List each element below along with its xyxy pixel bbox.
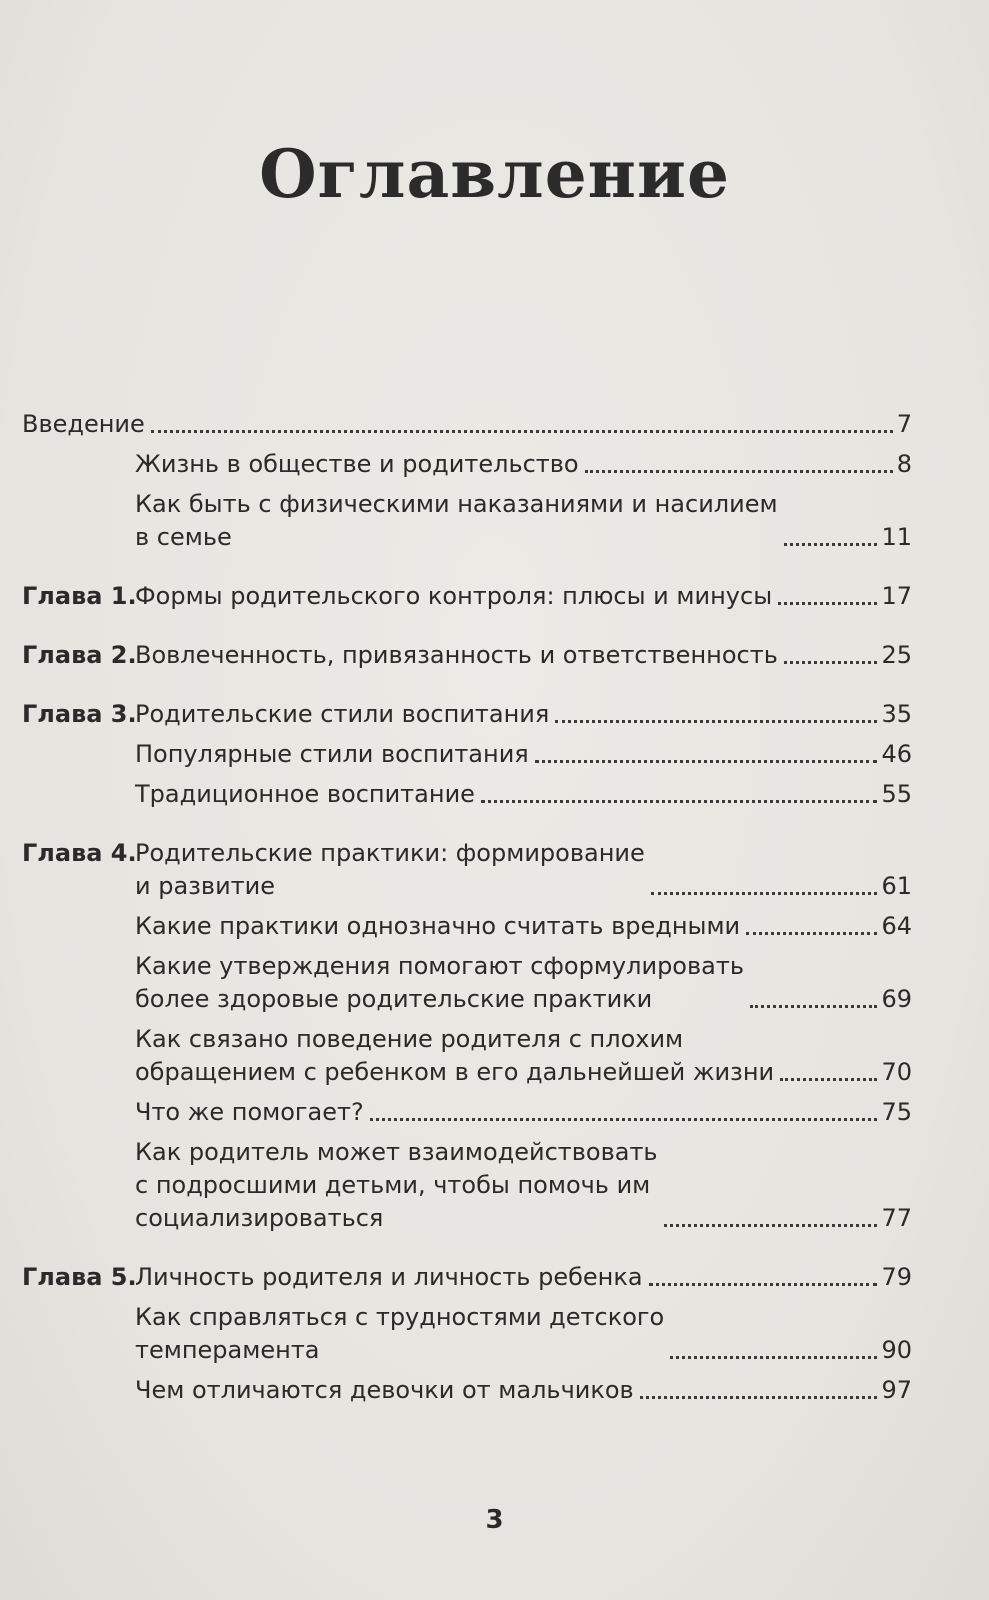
entry-title-line: социализироваться bbox=[135, 1204, 384, 1232]
entry-title-line: темперамента bbox=[135, 1336, 320, 1364]
toc-entry[interactable] bbox=[22, 1023, 912, 1089]
entry-page-number: 55 bbox=[881, 780, 912, 808]
entry-title: Формы родительского контроля: плюсы и минусы bbox=[135, 582, 773, 610]
entry-title-line: более здоровые родительские практики bbox=[135, 985, 653, 1013]
entry-page-number: 7 bbox=[896, 410, 912, 438]
entry-title bbox=[135, 837, 645, 903]
toc-entry[interactable] bbox=[22, 738, 912, 771]
dot-leader bbox=[649, 1283, 878, 1286]
toc-entry[interactable] bbox=[22, 448, 912, 481]
entry-page-number: 46 bbox=[881, 740, 912, 768]
chapter-label: Глава 5. bbox=[22, 1263, 137, 1291]
toc-chapter-entry[interactable] bbox=[22, 837, 912, 903]
entry-title-wrap bbox=[135, 1096, 912, 1129]
entry-title-wrap bbox=[135, 639, 912, 672]
entry-page-number: 77 bbox=[881, 1204, 912, 1232]
entry-title bbox=[135, 1136, 658, 1235]
entry-title-wrap bbox=[135, 698, 912, 731]
dot-leader bbox=[481, 800, 878, 803]
entry-title-line: Родительские практики: формирование bbox=[135, 839, 645, 867]
chapter-label: Глава 3. bbox=[22, 700, 137, 728]
entry-title bbox=[135, 950, 744, 1016]
entry-title-line: Как родитель может взаимодействовать bbox=[135, 1138, 658, 1166]
entry-title-wrap bbox=[135, 837, 912, 903]
entry-title-wrap bbox=[135, 910, 912, 943]
entry-title-line: Как быть с физическими наказаниями и насилием bbox=[135, 490, 778, 518]
entry-title-line: с подросшими детьми, чтобы помочь им bbox=[135, 1171, 651, 1199]
dot-leader bbox=[664, 1224, 878, 1227]
entry-title-wrap bbox=[135, 778, 912, 811]
entry-title: Какие практики однозначно считать вредными bbox=[135, 912, 741, 940]
entry-title-line: и развитие bbox=[135, 872, 276, 900]
entry-title: Личность родителя и личность ребенка bbox=[135, 1263, 643, 1291]
entry-title-wrap bbox=[135, 1374, 912, 1407]
dot-leader bbox=[585, 470, 893, 473]
chapter-label: Глава 4. bbox=[22, 839, 137, 867]
entry-title: Вовлеченность, привязанность и ответственность bbox=[135, 641, 778, 669]
entry-page-number: 25 bbox=[881, 641, 912, 669]
dot-leader bbox=[784, 543, 878, 546]
entry-page-number: 79 bbox=[881, 1263, 912, 1291]
toc-entry[interactable] bbox=[22, 408, 912, 441]
toc-entry[interactable] bbox=[22, 1096, 912, 1129]
entry-title-line: обращением с ребенком в его дальнейшей жизни bbox=[135, 1058, 775, 1086]
table-of-contents bbox=[22, 408, 912, 1414]
entry-title-line: Как связано поведение родителя с плохим bbox=[135, 1025, 684, 1053]
toc-entry[interactable] bbox=[22, 910, 912, 943]
entry-title-wrap bbox=[22, 408, 912, 441]
entry-page-number: 75 bbox=[881, 1098, 912, 1126]
entry-title: Введение bbox=[22, 410, 145, 438]
entry-page-number: 35 bbox=[881, 700, 912, 728]
entry-title-wrap bbox=[135, 1261, 912, 1294]
dot-leader bbox=[784, 661, 878, 664]
entry-title-line: в семье bbox=[135, 523, 232, 551]
entry-title-line: Как справляться с трудностями детского bbox=[135, 1303, 665, 1331]
entry-title-wrap bbox=[135, 1023, 912, 1089]
dot-leader bbox=[778, 602, 877, 605]
dot-leader bbox=[640, 1396, 878, 1399]
toc-chapter-entry[interactable] bbox=[22, 639, 912, 672]
entry-title-wrap bbox=[135, 488, 912, 554]
entry-page-number: 17 bbox=[881, 582, 912, 610]
toc-chapter-entry[interactable] bbox=[22, 580, 912, 613]
toc-entry[interactable] bbox=[22, 778, 912, 811]
toc-entry[interactable] bbox=[22, 488, 912, 554]
entry-title: Чем отличаются девочки от мальчиков bbox=[135, 1376, 634, 1404]
entry-page-number: 11 bbox=[881, 523, 912, 551]
toc-entry[interactable] bbox=[22, 1374, 912, 1407]
dot-leader bbox=[370, 1118, 878, 1121]
entry-page-number: 70 bbox=[881, 1058, 912, 1086]
entry-page-number: 69 bbox=[881, 985, 912, 1013]
entry-title-wrap bbox=[135, 448, 912, 481]
entry-page-number: 8 bbox=[896, 450, 912, 478]
dot-leader bbox=[535, 760, 878, 763]
entry-title bbox=[135, 488, 778, 554]
dot-leader bbox=[750, 1005, 877, 1008]
entry-title-wrap bbox=[135, 580, 912, 613]
entry-page-number: 64 bbox=[881, 912, 912, 940]
entry-title: Что же помогает? bbox=[135, 1098, 364, 1126]
entry-page-number: 97 bbox=[881, 1376, 912, 1404]
entry-title-wrap bbox=[135, 738, 912, 771]
page-number: 3 bbox=[485, 1505, 504, 1535]
entry-title-wrap bbox=[135, 1301, 912, 1367]
entry-title: Популярные стили воспитания bbox=[135, 740, 529, 768]
entry-title-line: Какие утверждения помогают сформулировать bbox=[135, 952, 744, 980]
entry-title bbox=[135, 1301, 664, 1367]
chapter-label: Глава 1. bbox=[22, 582, 137, 610]
page-title: Оглавление bbox=[259, 135, 730, 213]
entry-title bbox=[135, 1023, 774, 1089]
dot-leader bbox=[746, 932, 877, 935]
dot-leader bbox=[555, 720, 877, 723]
entry-title-wrap bbox=[135, 1136, 912, 1235]
entry-title: Родительские стили воспитания bbox=[135, 700, 550, 728]
toc-entry[interactable] bbox=[22, 950, 912, 1016]
toc-chapter-entry[interactable] bbox=[22, 1261, 912, 1294]
entry-page-number: 90 bbox=[881, 1336, 912, 1364]
toc-entry[interactable] bbox=[22, 1136, 912, 1235]
chapter-label: Глава 2. bbox=[22, 641, 137, 669]
dot-leader bbox=[670, 1356, 877, 1359]
dot-leader bbox=[651, 892, 878, 895]
dot-leader bbox=[151, 430, 893, 433]
toc-entry[interactable] bbox=[22, 1301, 912, 1367]
entry-title: Традиционное воспитание bbox=[135, 780, 475, 808]
entry-page-number: 61 bbox=[881, 872, 912, 900]
dot-leader bbox=[780, 1078, 877, 1081]
entry-title-wrap bbox=[135, 950, 912, 1016]
toc-chapter-entry[interactable] bbox=[22, 698, 912, 731]
entry-title: Жизнь в обществе и родительство bbox=[135, 450, 579, 478]
